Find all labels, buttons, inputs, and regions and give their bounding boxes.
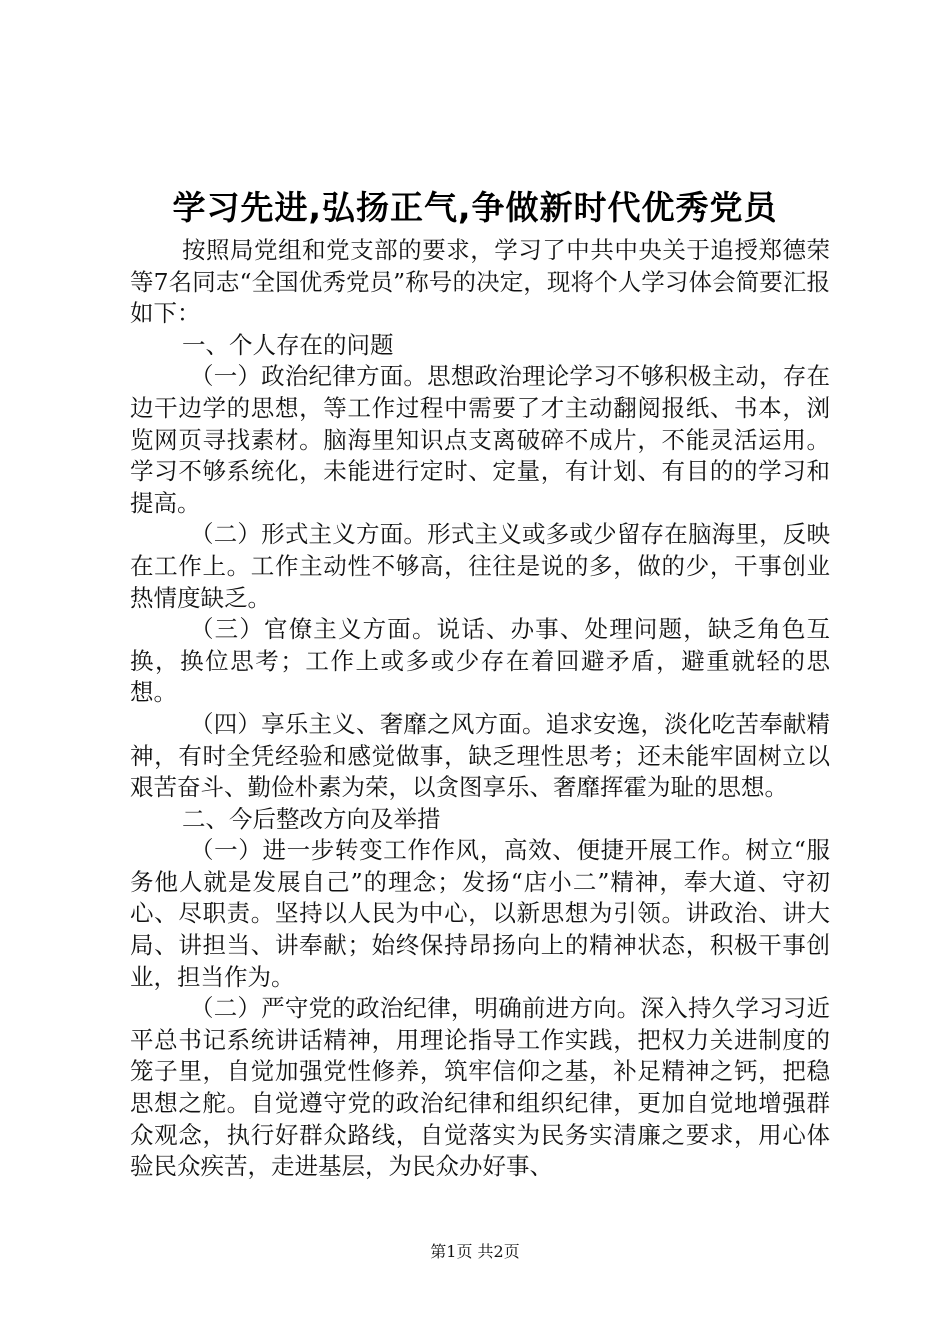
- page-footer: 第1页 共2页: [430, 1242, 520, 1261]
- paragraph-bureaucracy: （三）官僚主义方面。说话、办事、处理问题，缺乏角色互换，换位思考；工作上或多或少存在着回避矛盾，避重就轻的思想。: [130, 615, 830, 707]
- paragraph-party-discipline: （二）严守党的政治纪律，明确前进方向。深入持久学习习近平总书记系统讲话精神，用理论指导工作实践，把权力关进制度的笼子里，自觉加强党性修养，筑牢信仰之基，补足精神之钙，把稳思想之舵。自觉遵守党的政治纪律和组织纪律，更加自觉地增强群众观念，执行好群众路线，自觉落实为民务实清廉之要求，用心体验民众疾苦，走进基层，为民众办好事、: [130, 994, 830, 1181]
- document-title: 学习先进,弘扬正气,争做新时代优秀党员: [172, 188, 778, 227]
- paragraph-political-discipline: （一）政治纪律方面。思想政治理论学习不够积极主动，存在边干边学的思想，等工作过程中需要了才主动翻阅报纸、书本，浏览网页寻找素材。脑海里知识点支离破碎不成片，不能灵活运用。学习不够系统化，未能进行定时、定量，有计划、有目的的学习和提高。: [130, 362, 830, 517]
- paragraph-formalism: （二）形式主义方面。形式主义或多或少留存在脑海里，反映在工作上。工作主动性不够高，往往是说的多，做的少，干事创业热情度缺乏。: [130, 520, 830, 612]
- document-body: [130, 235, 830, 1183]
- section-heading-rectification: 二、今后整改方向及举措: [182, 804, 441, 833]
- paragraph-hedonism: （四）享乐主义、奢靡之风方面。追求安逸，淡化吃苦奉献精神，有时全凭经验和感觉做事，缺乏理性思考；还未能牢固树立以艰苦奋斗、勤俭朴素为荣，以贪图享乐、奢靡挥霍为耻的思想。: [130, 709, 830, 802]
- intro-paragraph: 按照局党组和党支部的要求，学习了中共中央关于追授郑德荣等7名同志“全国优秀党员”称号的决定，现将个人学习体会简要汇报如下：: [130, 236, 830, 328]
- section-heading-problems: 一、个人存在的问题: [182, 330, 394, 359]
- paragraph-work-style: （一）进一步转变工作作风，高效、便捷开展工作。树立“服务他人就是发展自己”的理念；发扬“店小二”精神，奉大道、守初心、尽职责。坚持以人民为中心，以新思想为引领。讲政治、讲大局、讲担当、讲奉献；始终保持昂扬向上的精神状态，积极干事创业，担当作为。: [130, 836, 830, 991]
